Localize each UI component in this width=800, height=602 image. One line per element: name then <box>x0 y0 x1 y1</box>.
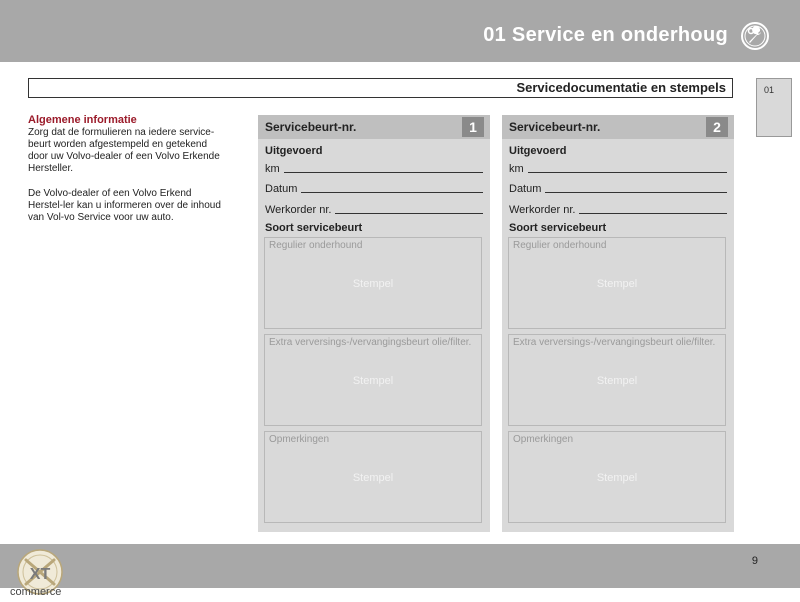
page-number: 9 <box>751 555 758 567</box>
chapter-tab-label: 01 <box>764 85 775 95</box>
stamp-placeholder: Stempel <box>596 278 638 290</box>
chapter-tab <box>756 78 792 137</box>
section-title: Servicedocumentatie en stempels <box>516 80 726 95</box>
km-label: km <box>509 163 524 175</box>
page-title: 01 Service en onderhoug <box>483 24 728 46</box>
stamp-box-label: Extra verversings-/vervangingsbeurt olie/filter. <box>269 337 472 348</box>
card-title: Servicebeurt-nr. <box>509 120 601 134</box>
intro-paragraph-1: Zorg dat de formulieren na iedere service-beurt worden afgestempeld en getekend door uw Volvo-dealer of een Volvo Erkende Hersteller. <box>28 127 220 174</box>
service-type-heading: Soort servicebeurt <box>509 222 607 234</box>
km-label: km <box>265 163 280 175</box>
card-number-badge: 1 <box>462 117 484 137</box>
km-line <box>284 172 483 173</box>
logo-text: commerce <box>10 586 62 598</box>
card-header <box>258 115 490 139</box>
stamp-placeholder: Stempel <box>596 472 638 484</box>
date-line <box>301 192 483 193</box>
service-card-2 <box>502 115 734 532</box>
stamp-box-regular <box>508 237 726 329</box>
service-card-1 <box>258 115 490 532</box>
stamp-box-label: Extra verversings-/vervangingsbeurt olie/filter. <box>513 337 716 348</box>
date-line <box>545 192 727 193</box>
date-field[interactable] <box>509 181 727 195</box>
stamp-placeholder: Stempel <box>352 278 394 290</box>
date-label: Datum <box>265 183 298 195</box>
stamp-placeholder: Stempel <box>596 375 638 387</box>
work-order-label: Werkorder nr. <box>265 204 332 216</box>
stamp-box-label: Opmerkingen <box>513 434 574 445</box>
service-type-heading: Soort servicebeurt <box>265 222 363 234</box>
intro-paragraph-2: De Volvo-dealer of een Volvo Erkend Herstel-ler kan u informeren over de inhoud van Vol-vo Service voor uw auto. <box>28 188 221 223</box>
stamp-box-label: Regulier onderhound <box>269 240 363 251</box>
stamp-box-label: Regulier onderhound <box>513 240 607 251</box>
intro-heading: Algemene informatie <box>28 114 137 126</box>
work-order-label: Werkorder nr. <box>509 204 576 216</box>
work-order-line <box>579 213 727 214</box>
done-heading: Uitgevoerd <box>265 145 323 157</box>
card-title: Servicebeurt-nr. <box>265 120 357 134</box>
section-header <box>28 78 733 98</box>
card-header <box>502 115 734 139</box>
date-field[interactable] <box>265 181 483 195</box>
date-label: Datum <box>509 183 542 195</box>
wrench-gear-icon <box>740 21 770 51</box>
card-number-badge: 2 <box>706 117 728 137</box>
work-order-line <box>335 213 483 214</box>
km-line <box>528 172 727 173</box>
stamp-box-remarks <box>508 431 726 523</box>
stamp-box-extra <box>264 334 482 426</box>
stamp-placeholder: Stempel <box>352 375 394 387</box>
km-field[interactable] <box>509 161 727 175</box>
work-order-field[interactable] <box>265 202 483 216</box>
done-heading: Uitgevoerd <box>509 145 567 157</box>
logo-mark: XT <box>29 566 51 583</box>
stamp-box-label: Opmerkingen <box>269 434 330 445</box>
stamp-box-extra <box>508 334 726 426</box>
footer-bar <box>0 544 800 588</box>
stamp-placeholder: Stempel <box>352 472 394 484</box>
stamp-box-remarks <box>264 431 482 523</box>
stamp-box-regular <box>264 237 482 329</box>
work-order-field[interactable] <box>509 202 727 216</box>
header-bar <box>0 0 800 62</box>
km-field[interactable] <box>265 161 483 175</box>
